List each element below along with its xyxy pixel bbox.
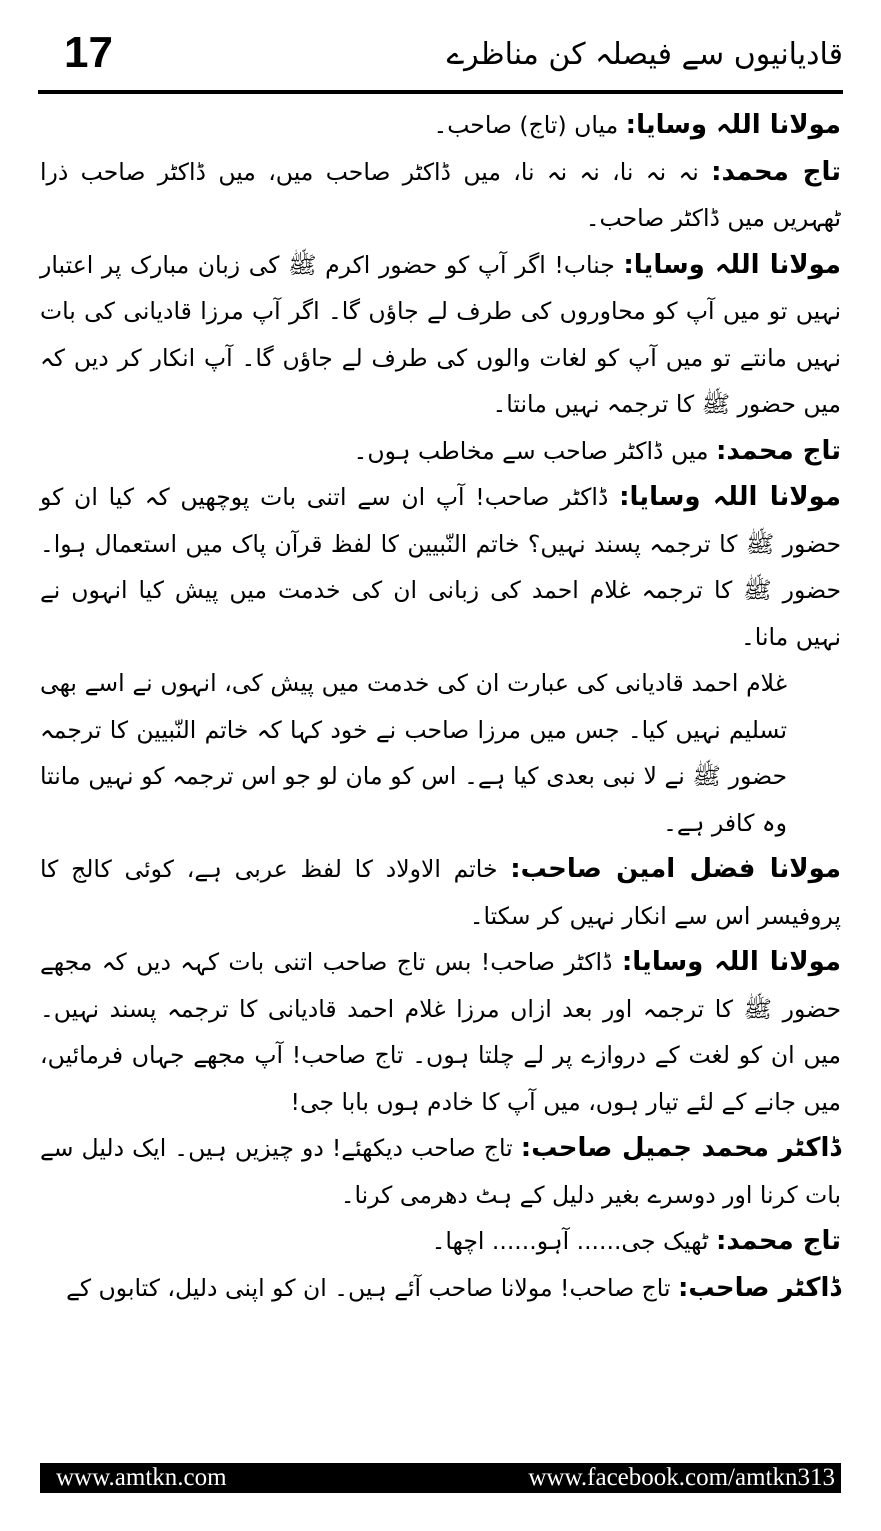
page-header xyxy=(38,18,843,88)
dialogue-paragraph xyxy=(40,1125,841,1218)
paragraph-text: ٹھیک جی...... آہو...... اچھا۔ xyxy=(431,1227,709,1255)
dialogue-paragraph xyxy=(40,428,841,475)
paragraph-text: غلام احمد قادیانی کی عبارت ان کی خدمت میں پیش کی، انہوں نے اسے بھی تسلیم نہیں کیا۔ جس میں مرزا صاحب نے خود کہا کہ خاتم النّبیین کا ترجمہ حضور ﷺ نے لا نبی بعدی کیا ہے۔ اس کو مان لو جو اس ترجمہ کو نہیں مانتا وہ کافر ہے۔ xyxy=(40,669,787,837)
website-link[interactable]: www.amtkn.com xyxy=(56,1464,227,1491)
facebook-link[interactable]: www.facebook.com/amtkn313 xyxy=(528,1464,835,1491)
paragraph-text: ڈاکٹر صاحب! بس تاج صاحب اتنی بات کہہ دیں کہ مجھے حضور ﷺ کا ترجمہ اور بعد ازاں مرزا غلام احمد قادیانی کا ترجمہ پسند نہیں۔ میں ان کو لغت کے دروازے پر لے چلتا ہوں۔ تاج صاحب! آپ مجھے جہاں فرمائیں، میں جانے کے لئے تیار ہوں، میں آپ کا خادم ہوں بابا جی! xyxy=(40,948,841,1116)
speaker-name: مولانا اللہ وسایا: xyxy=(619,482,841,512)
speaker-name: تاج محمد: xyxy=(716,435,841,466)
paragraph-text: خاتم الاولاد کا لفظ عربی ہے، کوئی کالج کا پروفیسر اس سے انکار نہیں کر سکتا۔ xyxy=(40,855,841,930)
paragraph-text: ڈاکٹر صاحب! آپ ان سے اتنی بات پوچھیں کہ کیا ان کو حضور ﷺ کا ترجمہ پسند نہیں؟ خاتم النّبیین کا لفظ قرآن پاک میں استعمال ہوا۔ حضور ﷺ کا ترجمہ غلام احمد کی زبانی ان کی خدمت میں پیش کیا انہوں نے نہیں مانا۔ xyxy=(40,483,841,651)
dialogue-paragraph xyxy=(40,939,841,1125)
paragraph-text: نہ نہ نا، نہ نہ نا، میں ڈاکٹر صاحب میں، میں ڈاکٹر صاحب ذرا ٹھہریں میں ڈاکٹر صاحب۔ xyxy=(40,157,841,232)
running-title: قادیانیوں سے فیصلہ کن مناظرے xyxy=(446,37,843,72)
dialogue-paragraph xyxy=(40,660,841,846)
dialogue-paragraph xyxy=(40,846,841,939)
header-rule xyxy=(38,90,843,94)
dialogue-paragraph xyxy=(40,102,841,149)
dialogue-paragraph xyxy=(40,1265,841,1312)
dialogue-paragraph xyxy=(40,474,841,660)
page-footer xyxy=(40,1463,841,1493)
dialogue-paragraph xyxy=(40,1218,841,1265)
paragraph-text: تاج صاحب دیکھئے! دو چیزیں ہیں۔ ایک دلیل سے بات کرنا اور دوسرے بغیر دلیل کے ہٹ دھرمی کرنا۔ xyxy=(40,1134,841,1209)
paragraph-text: تاج صاحب! مولانا صاحب آئے ہیں۔ ان کو اپنی دلیل، کتابوں کے xyxy=(66,1273,671,1302)
speaker-name: تاج محمد: xyxy=(711,156,841,187)
speaker-name: مولانا اللہ وسایا: xyxy=(621,947,841,977)
paragraph-text: میاں (تاج) صاحب۔ xyxy=(433,111,619,139)
paragraph-text: میں ڈاکٹر صاحب سے مخاطب ہوں۔ xyxy=(353,436,709,465)
speaker-name: ڈاکٹر محمد جمیل صاحب: xyxy=(520,1133,841,1163)
speaker-name: مولانا فضل امین صاحب: xyxy=(510,854,841,884)
page-body xyxy=(40,102,841,1311)
speaker-name: مولانا اللہ وسایا: xyxy=(623,249,841,280)
speaker-name: مولانا اللہ وسایا: xyxy=(625,110,841,140)
dialogue-paragraph xyxy=(40,242,841,428)
page-number: 17 xyxy=(64,28,113,77)
speaker-name: تاج محمد: xyxy=(716,1226,841,1256)
paragraph-text: جناب! اگر آپ کو حضور اکرم ﷺ کی زبان مبارک پر اعتبار نہیں تو میں آپ کو محاوروں کی طرف لے جاؤں گا۔ اگر آپ مرزا قادیانی کی بات نہیں مانتے تو میں آپ کو لغات والوں کی طرف لے جاؤں گا۔ آپ انکار کر دیں کہ میں حضور ﷺ کا ترجمہ نہیں مانتا۔ xyxy=(40,250,841,418)
dialogue-paragraph xyxy=(40,149,841,242)
speaker-name: ڈاکٹر صاحب: xyxy=(678,1272,841,1303)
